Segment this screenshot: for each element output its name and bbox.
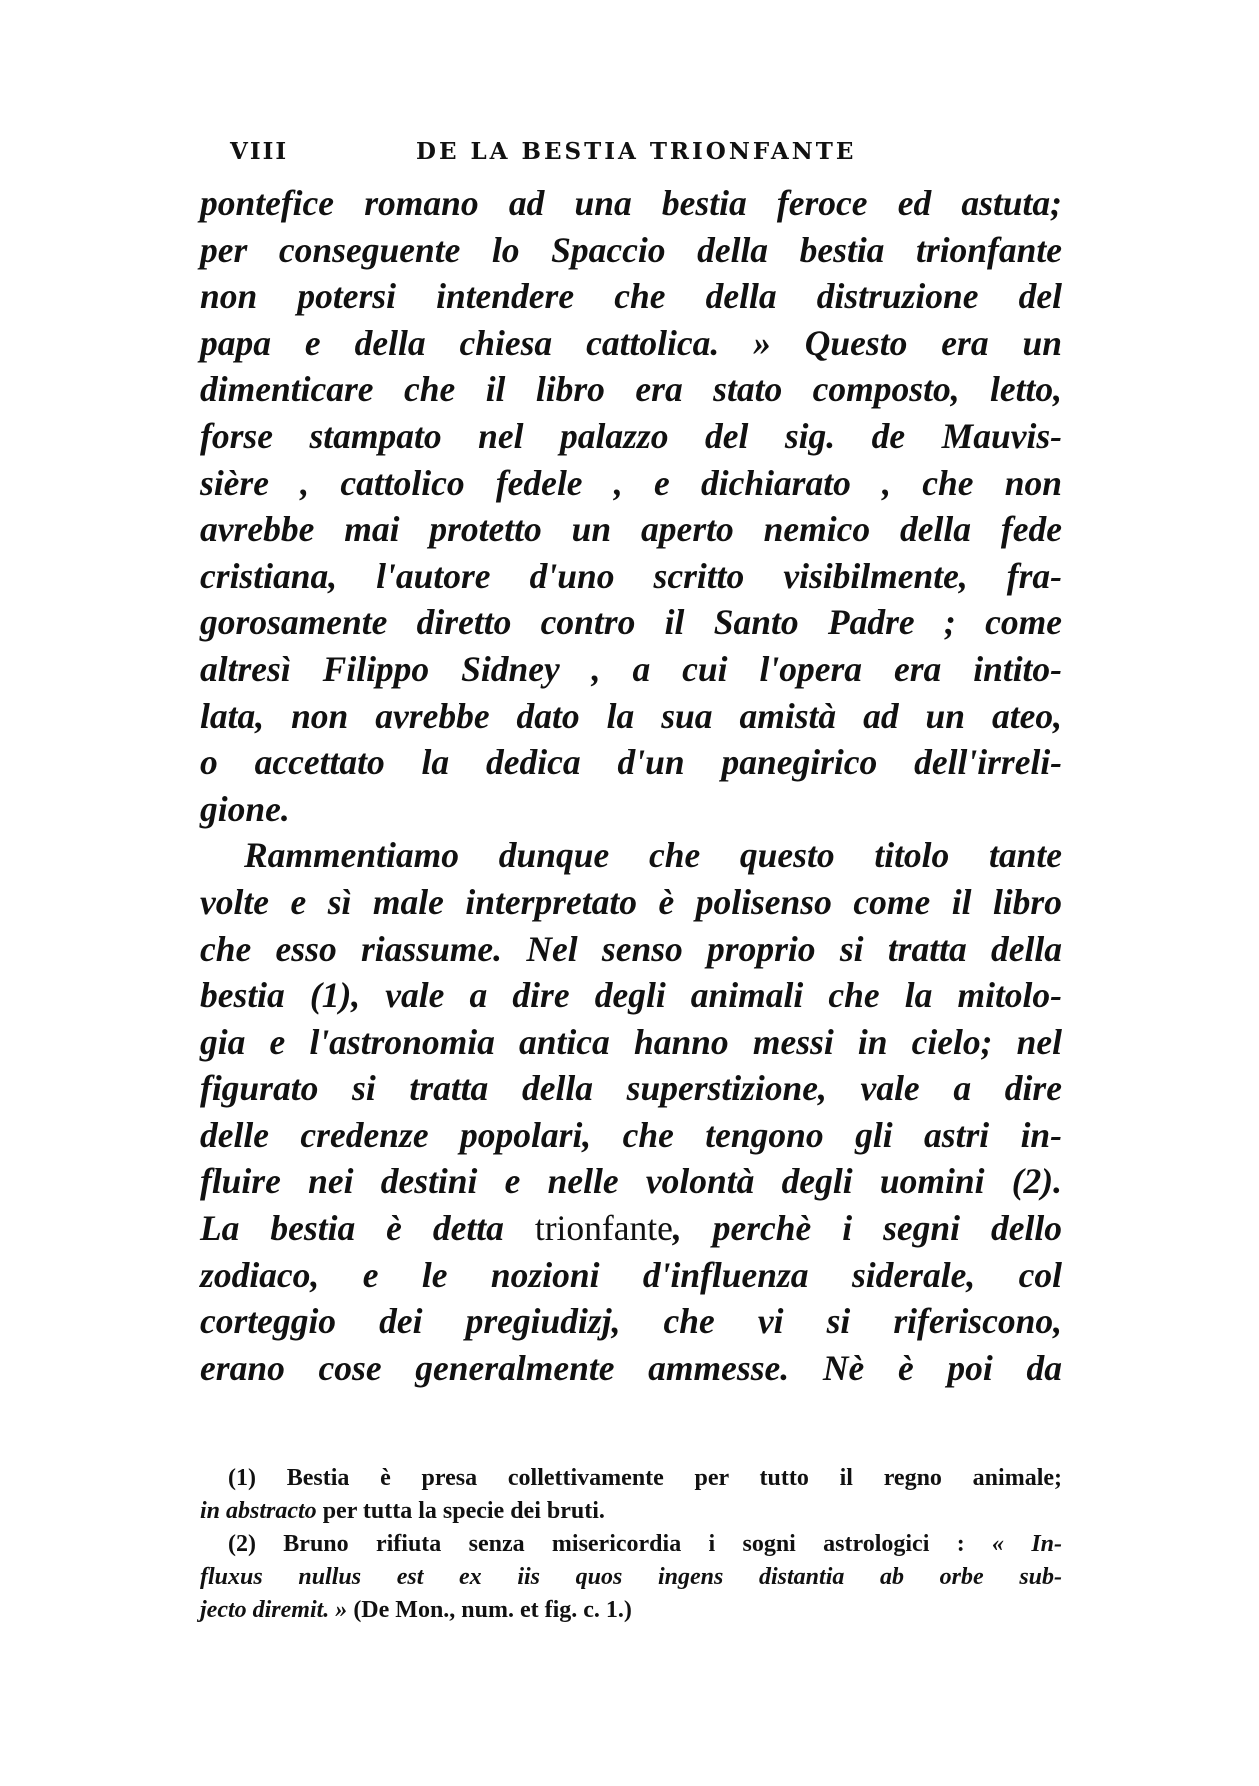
running-title: DE LA BESTIA TRIONFANTE <box>416 138 857 165</box>
footnote-text: per tutta la specie dei bruti. <box>316 1498 605 1524</box>
text-line: non potersi intendere che della distruzione del <box>200 276 1062 317</box>
footnotes <box>200 1462 1062 1627</box>
text-line: lata, non avrebbe dato la sua amistà ad un ateo, <box>200 695 1062 736</box>
text-line: delle credenze popolari, che tengono gli astri in- <box>200 1114 1062 1155</box>
footnote-text: (2) Bruno rifiuta senza misericordia i sogni astrologici : <box>228 1531 992 1557</box>
text-line-mixed <box>200 1205 1062 1252</box>
footnote-italic: « In- <box>992 1531 1062 1557</box>
text-line: papa e della chiesa cattolica. » Questo era un <box>200 322 1062 363</box>
text-line: avrebbe mai protetto un aperto nemico della fede <box>200 509 1062 550</box>
text-line: gione. <box>200 788 290 829</box>
text-line: che esso riassume. Nel senso proprio si tratta della <box>200 928 1062 969</box>
footnote-2-line: fluxus nullus est ex iis quos ingens distantia ab orbe sub- <box>200 1564 1062 1590</box>
text-line: altresì Filippo Sidney , a cui l'opera era intito- <box>200 648 1062 689</box>
text-line: gorosamente diretto contro il Santo Padre ; come <box>200 602 1062 643</box>
text-line: dimenticare che il libro era stato composto, letto, <box>200 369 1062 410</box>
footnote-text: (De Mon., num. et fig. c. 1.) <box>347 1597 632 1623</box>
text-line: gia e l'astronomia antica hanno messi in cielo; nel <box>200 1021 1062 1062</box>
footnote-1-line: (1) Bestia è presa collettivamente per tutto il regno animale; <box>228 1465 1062 1491</box>
footnote-2-line <box>200 1528 1062 1561</box>
text-line: cristiana, l'autore d'uno scritto visibilmente, fra- <box>200 555 1062 596</box>
footnote-1-line <box>200 1495 1062 1528</box>
text-line: sière , cattolico fedele , e dichiarato , che non <box>200 462 1062 503</box>
text-line: bestia (1), vale a dire degli animali che la mitolo- <box>200 975 1062 1016</box>
body-text <box>200 180 1062 1391</box>
page-header <box>230 138 1060 172</box>
text-line: figurato si tratta della superstizione, vale a dire <box>200 1068 1062 1109</box>
paragraph-start-line: Rammentiamo dunque che questo titolo tante <box>244 835 1062 876</box>
text-segment: , perchè i segni dello <box>672 1208 1062 1249</box>
page-number: VIII <box>230 138 289 165</box>
text-line: zodiaco, e le nozioni d'influenza siderale, col <box>200 1254 1062 1295</box>
text-line: volte e sì male interpretato è polisenso come il libro <box>200 881 1062 922</box>
text-line: corteggio dei pregiudizj, che vi si riferiscono, <box>200 1301 1062 1342</box>
text-line: per conseguente lo Spaccio della bestia trionfante <box>200 229 1062 270</box>
text-line: pontefice romano ad una bestia feroce ed astuta; <box>200 183 1062 223</box>
footnote-italic: in abstracto <box>200 1498 317 1524</box>
text-line: o accettato la dedica d'un panegirico dell'irreli- <box>200 742 1062 783</box>
text-line: erano cose generalmente ammesse. Nè è poi da <box>200 1347 1062 1388</box>
footnote-italic: jecto diremit. » <box>200 1597 348 1623</box>
footnote-2-line <box>200 1594 1062 1627</box>
text-line: fluire nei destini e nelle volontà degli uomini (2). <box>200 1161 1062 1202</box>
text-line: forse stampato nel palazzo del sig. de Mauvis- <box>200 415 1062 456</box>
text-segment: La bestia è detta <box>200 1208 535 1249</box>
upright-word: trionfante <box>534 1208 673 1249</box>
